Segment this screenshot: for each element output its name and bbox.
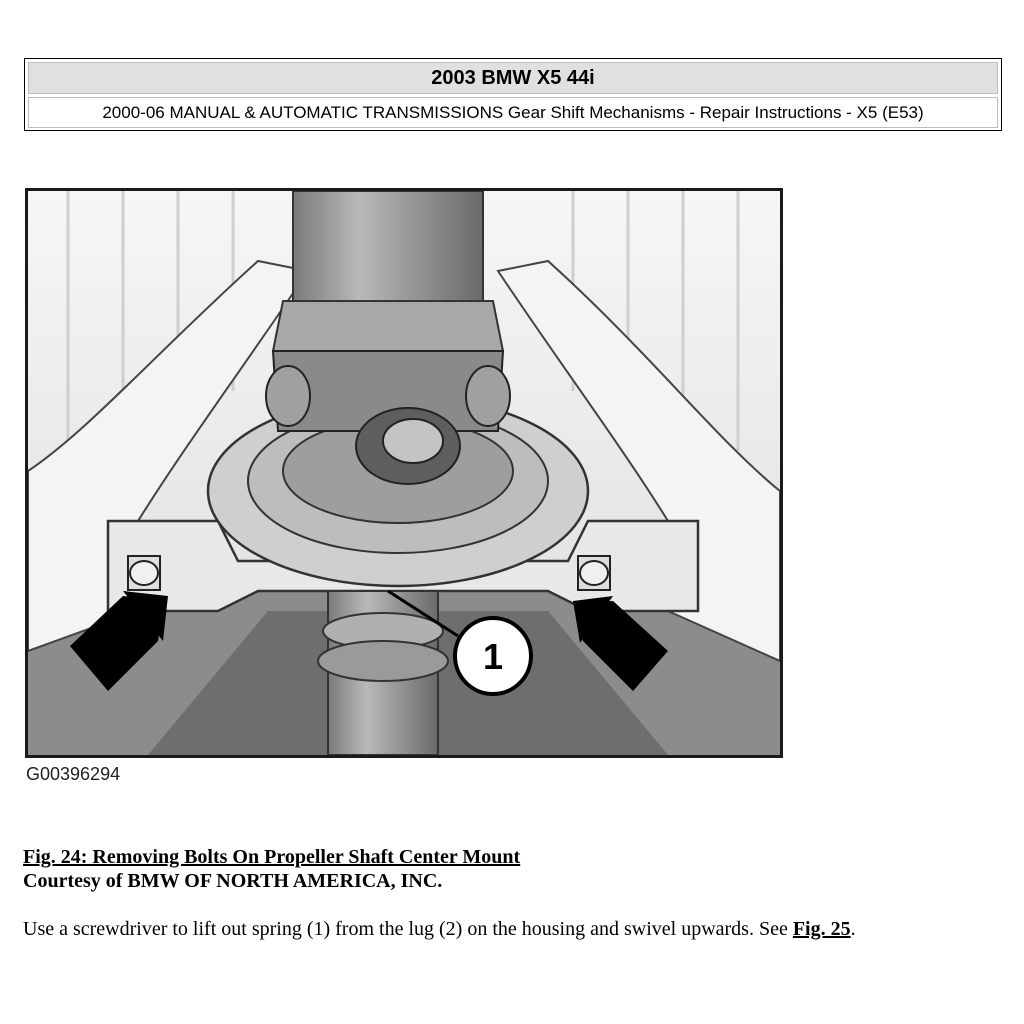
instruction-paragraph xyxy=(23,916,1003,942)
caption-courtesy: Courtesy of BMW OF NORTH AMERICA, INC. xyxy=(23,870,443,892)
fig-25-link[interactable]: Fig. 25 xyxy=(792,918,851,940)
propeller-shaft-drawing xyxy=(28,191,780,755)
caption-title: Fig. 24: Removing Bolts On Propeller Shaft Center Mount xyxy=(23,846,521,868)
section-title: 2000-06 MANUAL & AUTOMATIC TRANSMISSIONS Gear Shift Mechanisms - Repair Instructions - X5 (E53) xyxy=(28,97,998,128)
callout-number: 1 xyxy=(482,636,504,677)
instruction-text: Use a screwdriver to lift out spring (1) from the lug (2) on the housing and swivel upwards. See xyxy=(23,918,793,940)
figure-image-id: G00396294 xyxy=(26,764,121,784)
instruction-text-end: . xyxy=(850,918,856,940)
vehicle-title: 2003 BMW X5 44i xyxy=(28,62,998,94)
figure-caption xyxy=(23,845,520,893)
document-header xyxy=(24,58,1002,131)
figure-illustration xyxy=(25,188,783,758)
